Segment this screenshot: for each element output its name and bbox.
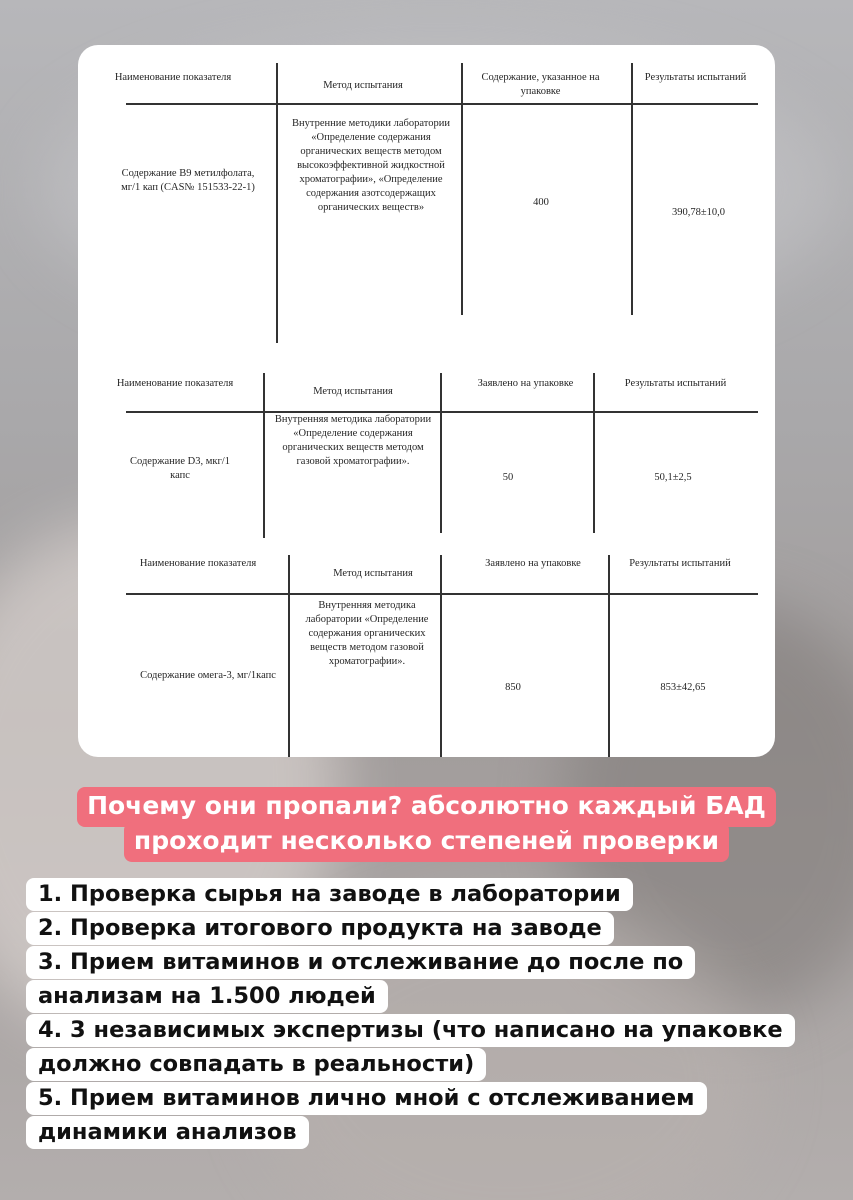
header-method: Метод испытания <box>333 568 413 579</box>
header-declared: Содержание, указанное на упаковке <box>481 72 600 97</box>
results-table-omega3 <box>98 551 758 757</box>
header-results: Результаты испытаний <box>624 378 727 389</box>
header-declared: Заявлено на упаковке <box>477 378 574 389</box>
list-item: должно совпадать в реальности) <box>26 1048 486 1081</box>
result-d3: 50,1±2,5 <box>654 472 692 483</box>
declared-b9: 400 <box>533 197 549 208</box>
header-results: Результаты испытаний <box>644 72 747 83</box>
header-indicator: Наименование показателя <box>114 72 232 83</box>
results-table-d3 <box>98 369 758 544</box>
header-indicator: Наименование показателя <box>116 378 234 389</box>
headline-banner <box>0 787 853 827</box>
result-omega3: 853±42,65 <box>660 682 706 693</box>
declared-d3: 50 <box>502 472 514 483</box>
result-b9: 390,78±10,0 <box>671 207 725 218</box>
list-item: 3. Прием витаминов и отслеживание до после по <box>26 946 695 979</box>
header-indicator: Наименование показателя <box>139 558 257 569</box>
lab-results-card <box>78 45 775 757</box>
list-item: 1. Проверка сырья на заводе в лаборатории <box>26 878 633 911</box>
list-item: 4. 3 независимых экспертизы (что написано на упаковке <box>26 1014 795 1047</box>
headline-banner-2 <box>0 822 853 862</box>
method-b9: Внутренние методики лаборатории «Определение содержания органических веществ методом высокоэффективной жидкостной хроматографии», «Определение содержания азотсодержащих органических веществ» <box>292 118 450 213</box>
list-item: анализам на 1.500 людей <box>26 980 388 1013</box>
results-table-b9 <box>98 61 758 321</box>
headline-line-1: Почему они пропали? абсолютно каждый БАД <box>77 787 776 827</box>
list-item: динамики анализов <box>26 1116 309 1149</box>
header-method: Метод испытания <box>323 80 403 91</box>
method-omega3: Внутренняя методика лаборатории «Определение содержания органических веществ методом газовой хроматографии». <box>305 600 429 667</box>
lab-results-document <box>98 61 758 693</box>
indicator-omega3: Содержание омега-3, мг/1капс <box>140 670 276 681</box>
method-d3: Внутренняя методика лаборатории «Определение содержания органических веществ методом газовой хроматографии». <box>274 414 432 467</box>
indicator-d3: Содержание D3, мкг/1 капс <box>130 456 230 481</box>
indicator-b9: Содержание B9 метилфолата, мг/1 кап (CAS№ 151533-22-1) <box>121 168 255 193</box>
list-item: 2. Проверка итогового продукта на заводе <box>26 912 614 945</box>
list-item: 5. Прием витаминов лично мной с отслеживанием <box>26 1082 707 1115</box>
header-declared: Заявлено на упаковке <box>485 558 581 569</box>
declared-omega3: 850 <box>505 682 521 693</box>
header-results: Результаты испытаний <box>629 558 731 569</box>
headline-line-2: проходит несколько степеней проверки <box>124 822 729 862</box>
header-method: Метод испытания <box>313 386 393 397</box>
